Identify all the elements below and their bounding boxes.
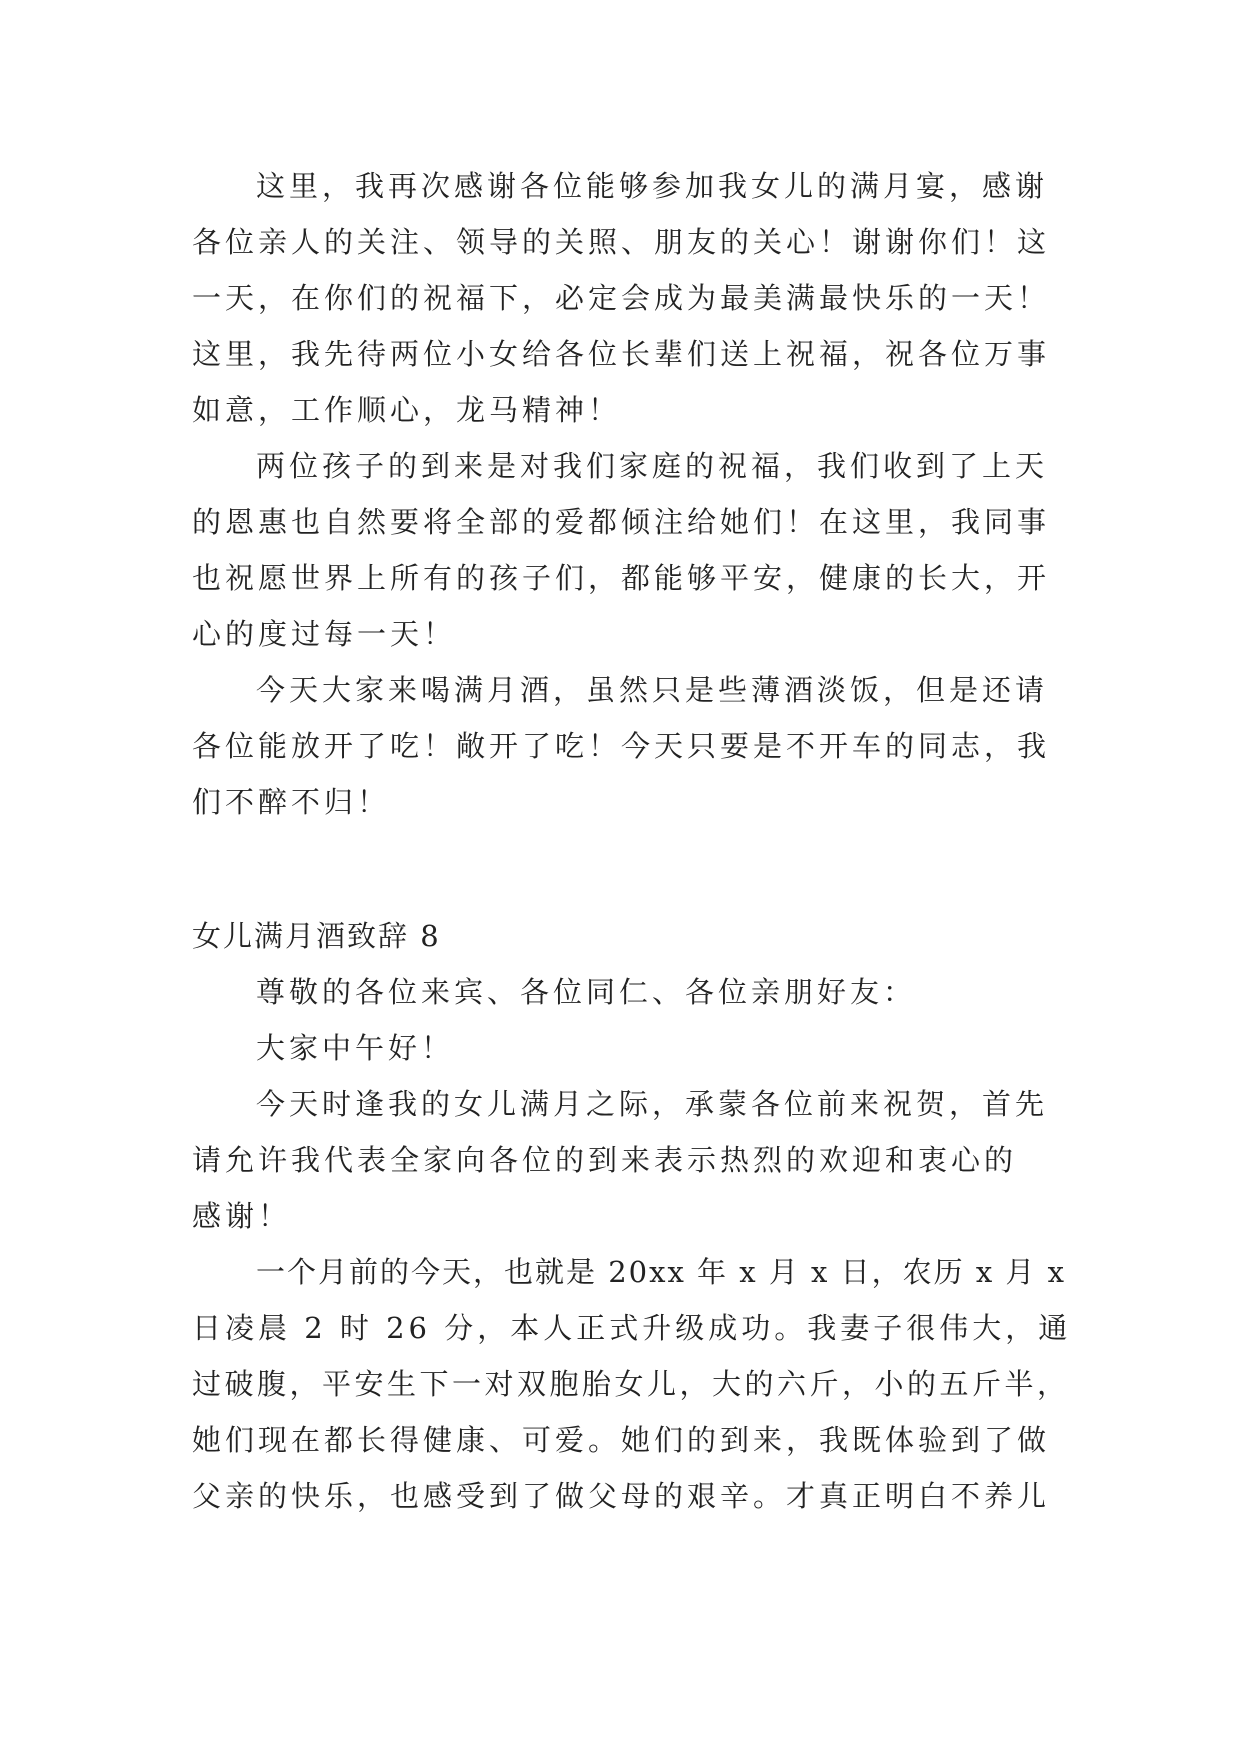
text-line: 过破腹，平安生下一对双胞胎女儿，大的六斤，小的五斤半， [192, 1367, 1070, 1401]
paragraph-thanks [192, 158, 1072, 438]
text-line: 各位能放开了吃！敞开了吃！今天只要是不开车的同志，我 [192, 729, 1051, 763]
text-line: 的恩惠也自然要将全部的爱都倾注给她们！在这里，我同事 [192, 505, 1051, 539]
paragraph-toast [192, 662, 1072, 830]
text-line: 今天时逢我的女儿满月之际，承蒙各位前来祝贺，首先 [256, 1087, 1049, 1121]
text-line: 如意，工作顺心，龙马精神！ [192, 393, 622, 427]
section-heading: 女儿满月酒致辞 8 [192, 919, 441, 953]
text-line: 她们现在都长得健康、可爱。她们的到来，我既体验到了做 [192, 1423, 1051, 1457]
text-line: 尊敬的各位来宾、各位同仁、各位亲朋好友： [256, 975, 917, 1009]
text-line: 大家中午好！ [256, 1031, 455, 1065]
text-line: 两位孩子的到来是对我们家庭的祝福，我们收到了上天 [256, 449, 1049, 483]
text-line: 今天大家来喝满月酒，虽然只是些薄酒淡饭，但是还请 [256, 673, 1049, 707]
paragraph-blessing [192, 438, 1072, 662]
paragraph-greeting [192, 1020, 1072, 1076]
text-line: 一天，在你们的祝福下，必定会成为最美满最快乐的一天！ [192, 281, 1051, 315]
section-2 [192, 908, 1072, 1524]
text-line: 一个月前的今天，也就是 20xx 年 x 月 x 日，农历 x 月 x [256, 1255, 1066, 1289]
section-1 [192, 158, 1072, 830]
paragraph-welcome [192, 1076, 1072, 1244]
text-line: 感谢！ [192, 1199, 292, 1233]
paragraph-birth-story [192, 1244, 1072, 1524]
text-line: 这里，我再次感谢各位能够参加我女儿的满月宴，感谢 [256, 169, 1049, 203]
text-line: 各位亲人的关注、领导的关照、朋友的关心！谢谢你们！这 [192, 225, 1051, 259]
text-line: 心的度过每一天！ [192, 617, 457, 651]
paragraph-salutation [192, 964, 1072, 1020]
text-line: 父亲的快乐，也感受到了做父母的艰辛。才真正明白不养儿 [192, 1479, 1051, 1513]
text-line: 们不醉不归！ [192, 785, 391, 819]
text-line: 这里，我先待两位小女给各位长辈们送上祝福，祝各位万事 [192, 337, 1051, 371]
text-line: 请允许我代表全家向各位的到来表示热烈的欢迎和衷心的 [192, 1143, 1018, 1177]
text-line: 也祝愿世界上所有的孩子们，都能够平安，健康的长大，开 [192, 561, 1051, 595]
text-line: 日凌晨 2 时 26 分，本人正式升级成功。我妻子很伟大，通 [192, 1311, 1072, 1345]
